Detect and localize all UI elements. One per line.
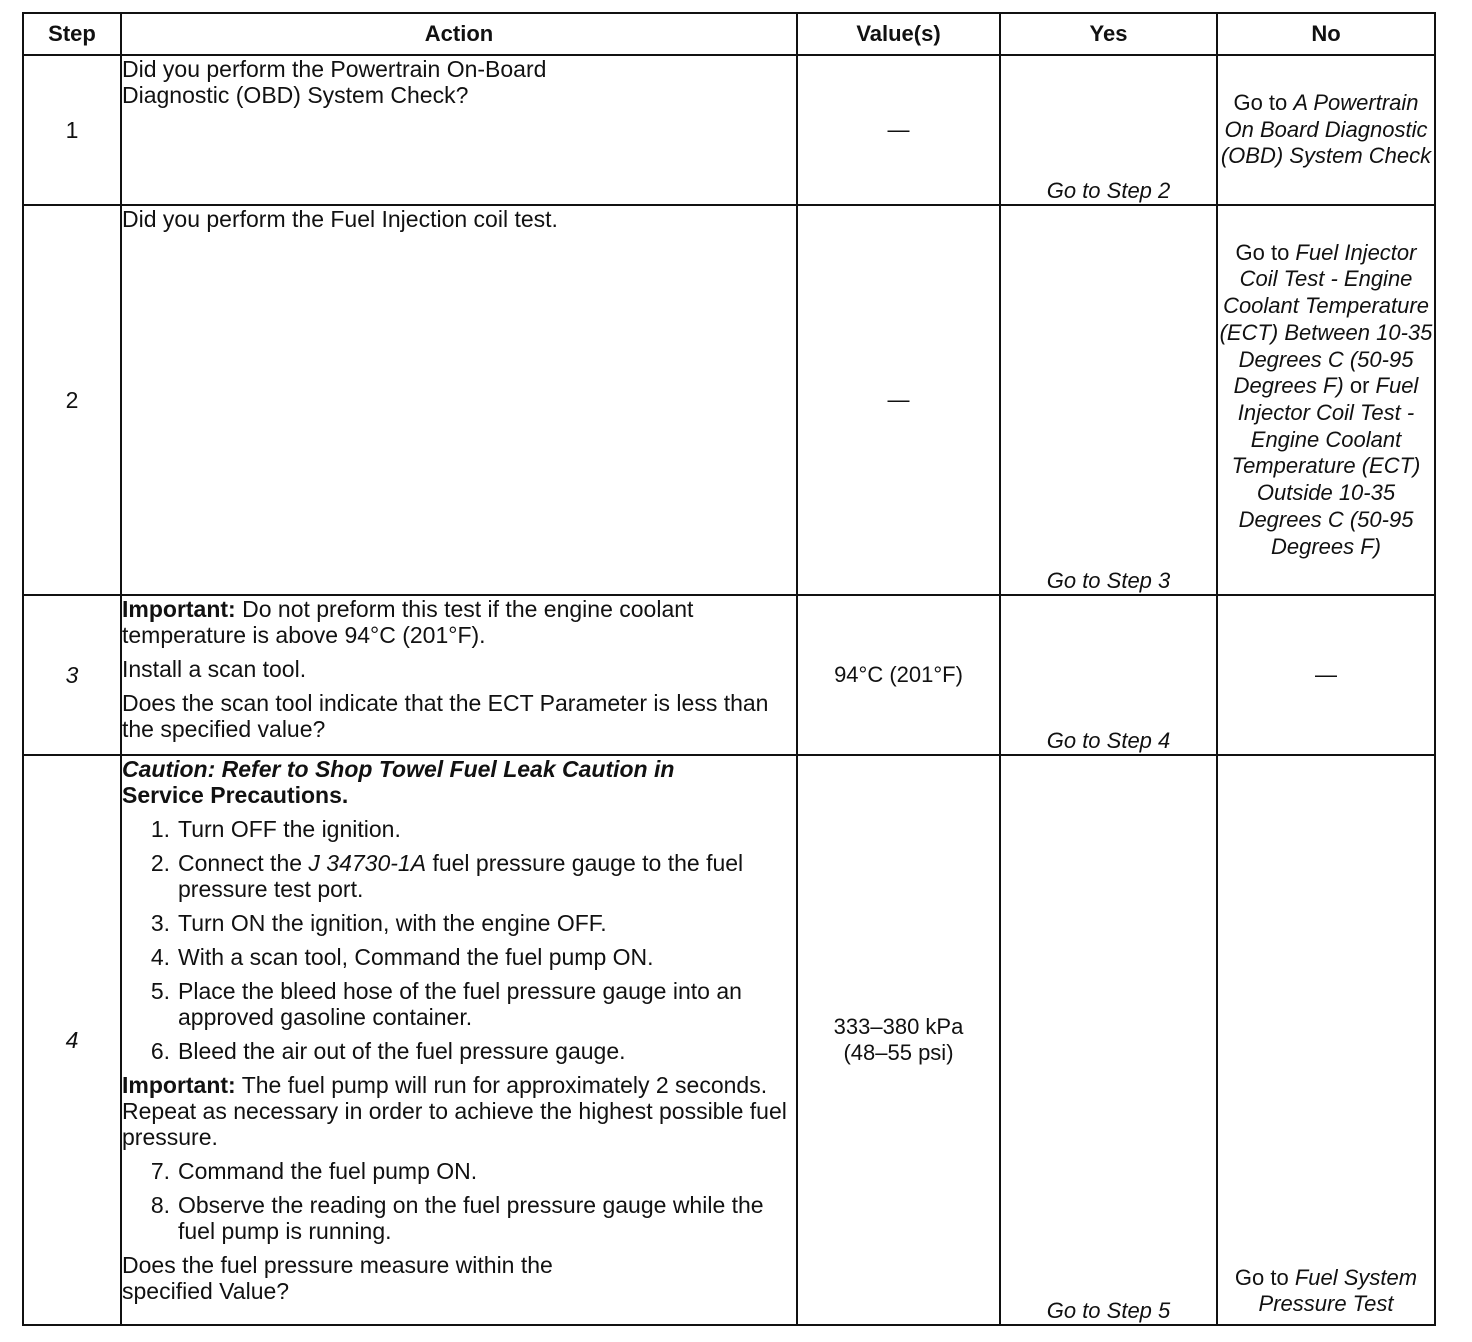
header-step: Step: [23, 13, 121, 55]
caution-tail: Service Precautions.: [122, 782, 349, 808]
value-psi: (48–55 psi): [843, 1040, 954, 1065]
no-link[interactable]: Fuel System Pressure Test: [1258, 1264, 1418, 1317]
list-number: 8.: [150, 1192, 170, 1218]
no-cell: —: [1217, 595, 1435, 755]
list-item: [122, 978, 796, 1030]
caution-label: Caution: Refer to Shop Towel Fuel Leak Caution in: [122, 756, 675, 782]
value-cell: —: [797, 55, 1000, 205]
header-row: [23, 13, 1435, 55]
step-number: 4: [23, 755, 121, 1325]
procedure-list-b: [122, 1158, 796, 1244]
important-text: Do not preform this test if the engine coolant temperature is above 94°C (201°F).: [122, 596, 694, 648]
no-or: or: [1343, 373, 1376, 399]
list-item: [122, 1192, 796, 1244]
no-prefix: Go to: [1233, 89, 1294, 115]
list-text: With a scan tool, Command the fuel pump ON.: [178, 944, 654, 970]
action-cell: Did you perform the Fuel Injection coil test.: [121, 205, 797, 595]
no-link[interactable]: A Powertrain On Board Diagnostic (OBD) System Check: [1220, 89, 1432, 169]
header-no: No: [1217, 13, 1435, 55]
step-number: 1: [23, 55, 121, 205]
list-text-post: fuel pressure gauge to the fuel pressure test port.: [178, 850, 744, 902]
no-cell[interactable]: [1217, 205, 1435, 595]
table-row: [23, 205, 1435, 595]
action-cell: [121, 595, 797, 755]
list-item: [122, 816, 796, 842]
no-prefix: Go to: [1235, 239, 1296, 265]
yes-cell[interactable]: Go to Step 4: [1000, 595, 1217, 755]
list-text: Command the fuel pump ON.: [178, 1158, 478, 1184]
yes-cell[interactable]: Go to Step 2: [1000, 55, 1217, 205]
table-row: [23, 755, 1435, 1325]
caution-note: [122, 756, 796, 808]
list-item: [122, 1158, 796, 1184]
action-question: Does the scan tool indicate that the ECT Parameter is less than the specified value?: [122, 690, 769, 742]
list-number: 3.: [150, 910, 170, 936]
header-yes: Yes: [1000, 13, 1217, 55]
header-action: Action: [121, 13, 797, 55]
important-label: Important:: [122, 596, 236, 622]
value-cell: 94°C (201°F): [797, 595, 1000, 755]
yes-cell[interactable]: Go to Step 5: [1000, 755, 1217, 1325]
list-number: 4.: [150, 944, 170, 970]
list-text: Turn ON the ignition, with the engine OFF.: [178, 910, 607, 936]
no-cell[interactable]: [1217, 55, 1435, 205]
list-text-pre: Connect the: [178, 850, 309, 876]
action-cell: [121, 755, 797, 1325]
important-note: [122, 1072, 796, 1150]
no-link-outside[interactable]: Fuel Injector Coil Test - Engine Coolant Temperature (ECT) Outside 10-35 Degrees C (50-95 Degrees F): [1231, 373, 1421, 559]
list-number: 6.: [150, 1038, 170, 1064]
action-cell: [121, 55, 797, 205]
list-number: 2.: [150, 850, 170, 876]
list-item: [122, 1038, 796, 1064]
yes-cell[interactable]: Go to Step 3: [1000, 205, 1217, 595]
header-values: Value(s): [797, 13, 1000, 55]
value-cell: —: [797, 205, 1000, 595]
action-line: Install a scan tool.: [122, 656, 307, 682]
table-row: [23, 55, 1435, 205]
step-number: 2: [23, 205, 121, 595]
list-text: Place the bleed hose of the fuel pressure gauge into an approved gasoline container.: [178, 978, 742, 1030]
tool-number: J 34730-1A: [308, 850, 427, 876]
value-kpa: 333–380 kPa: [833, 1014, 964, 1039]
list-number: 5.: [150, 978, 170, 1004]
no-prefix: Go to: [1234, 1264, 1295, 1290]
action-question: Does the fuel pressure measure within the specified Value?: [122, 1252, 553, 1304]
important-text: The fuel pump will run for approximately 2 seconds. Repeat as necessary in order to achieve the highest possible fuel pressure.: [122, 1072, 787, 1150]
no-link-between[interactable]: Fuel Injector Coil Test - Engine Coolant Temperature (ECT) Between 10-35 Degrees C (50-95 Degrees F): [1219, 239, 1433, 399]
list-text: Bleed the air out of the fuel pressure gauge.: [178, 1038, 626, 1064]
list-item: [122, 910, 796, 936]
action-text: Did you perform the Powertrain On-Board Diagnostic (OBD) System Check?: [122, 56, 547, 108]
list-number: 1.: [150, 816, 170, 842]
list-text: Turn OFF the ignition.: [178, 816, 401, 842]
no-cell[interactable]: [1217, 755, 1435, 1325]
list-text: Observe the reading on the fuel pressure gauge while the fuel pump is running.: [178, 1192, 764, 1244]
important-note: [122, 596, 796, 648]
step-number: 3: [23, 595, 121, 755]
table-row: [23, 595, 1435, 755]
diagnostic-table: [22, 12, 1436, 1326]
list-item: [122, 850, 796, 902]
list-text: [178, 850, 796, 902]
value-cell: [797, 755, 1000, 1325]
list-item: [122, 944, 796, 970]
procedure-list-a: [122, 816, 796, 1064]
list-number: 7.: [150, 1158, 170, 1184]
important-label: Important:: [122, 1072, 236, 1098]
